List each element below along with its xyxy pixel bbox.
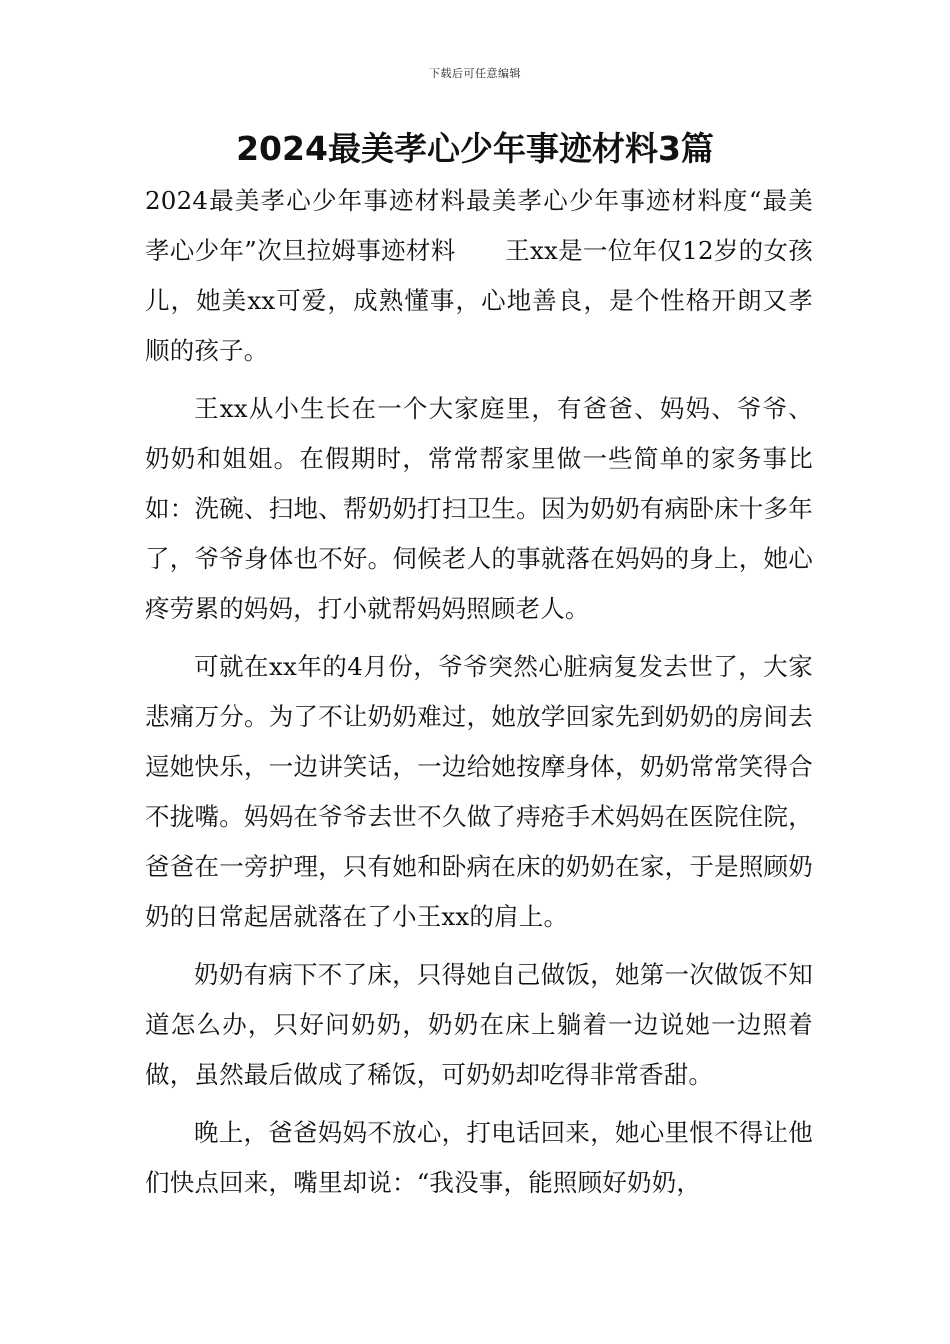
header-note: 下载后可任意编辑 bbox=[429, 67, 521, 80]
document-body bbox=[145, 176, 813, 1208]
paragraph-3: 可就在xx年的4月份，爷爷突然心脏病复发去世了，大家悲痛万分。为了不让奶奶难过，她放学回家先到奶奶的房间去逗她快乐，一边讲笑话，一边给她按摩身体，奶奶常常笑得合不拢嘴。妈妈在爷爷去世不久做了痔疮手术妈妈在医院住院，爸爸在一旁护理，只有她和卧病在床的奶奶在家，于是照顾奶奶的日常起居就落在了小王xx的肩上。 bbox=[145, 652, 813, 931]
paragraph-4: 奶奶有病下不了床，只得她自己做饭，她第一次做饭不知道怎么办，只好问奶奶，奶奶在床上躺着一边说她一边照着做，虽然最后做成了稀饭，可奶奶却吃得非常香甜。 bbox=[145, 960, 813, 1089]
paragraph-2: 王xx从小生长在一个大家庭里，有爸爸、妈妈、爷爷、奶奶和姐姐。在假期时，常常帮家里做一些简单的家务事比如：洗碗、扫地、帮奶奶打扫卫生。因为奶奶有病卧床十多年了，爷爷身体也不好。伺候老人的事就落在妈妈的身上，她心疼劳累的妈妈，打小就帮妈妈照顾老人。 bbox=[145, 394, 813, 623]
paragraph-1: 2024最美孝心少年事迹材料最美孝心少年事迹材料度“最美孝心少年”次旦拉姆事迹材料 王xx是一位年仅12岁的女孩儿，她美xx可爱，成熟懂事，心地善良，是个性格开朗又孝顺的孩子。 bbox=[145, 186, 813, 365]
document-title: 2024最美孝心少年事迹材料3篇 bbox=[236, 129, 714, 168]
paragraph-5: 晚上，爸爸妈妈不放心，打电话回来，她心里恨不得让他们快点回来，嘴里却说：“我没事，能照顾好奶奶， bbox=[145, 1118, 813, 1197]
